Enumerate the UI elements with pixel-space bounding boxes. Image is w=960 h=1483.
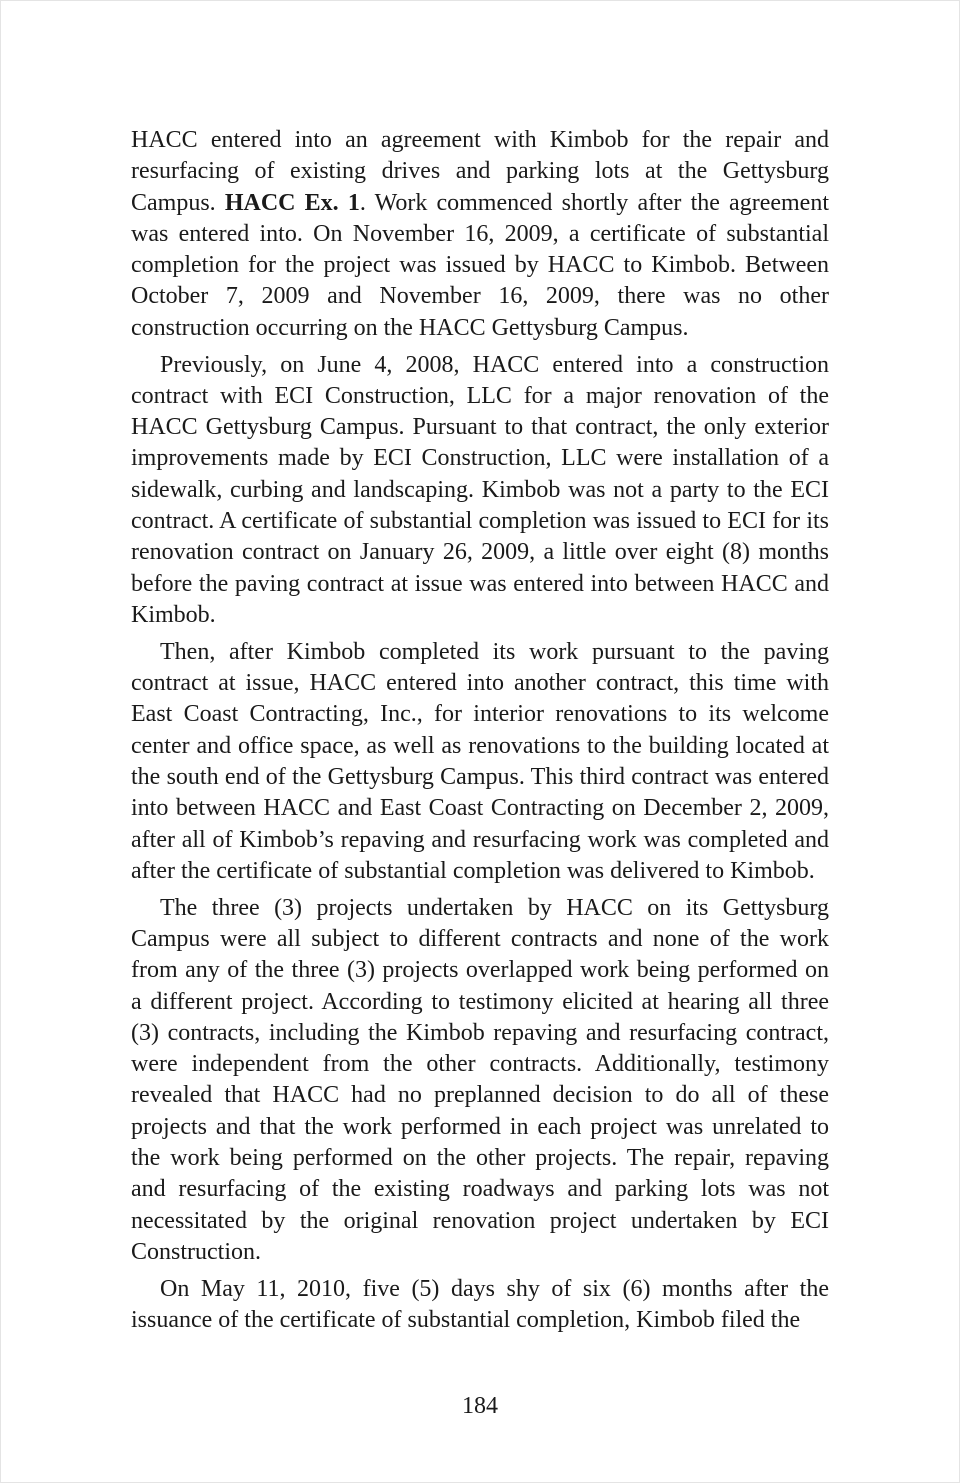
exhibit-reference: HACC Ex. 1 [224, 189, 360, 216]
paragraph-2: Previously, on June 4, 2008, HACC entered into a construction contract with ECI Construction, LLC for a major renovation of the HACC Gettysburg Campus. Pursuant to that contract, the only exterior improvements made by ECI Construction, LLC were installation of a sidewalk, curbing and landscaping. Kimbob was not a party to the ECI contract. A certificate of substantial completion was issued to ECI for its renovation contract on January 26, 2009, a little over eight (8) months before the paving contract at issue was entered into between HACC and Kimbob. [131, 351, 829, 628]
body-text [131, 125, 829, 1342]
paragraph-1-rest: . Work commenced shortly after the agreement was entered into. On November 16, 2009, a certificate of substantial completion for the project was issued by HACC to Kimbob. Between October 7, 2009 and November 16, 2009, there was no other construction occurring on the HACC Gettysburg Campus. [131, 189, 829, 341]
paragraph-4: The three (3) projects undertaken by HACC on its Gettysburg Campus were all subject to different contracts and none of the work from any of the three (3) projects overlapped work being performed on a different project. According to testimony elicited at hearing all three (3) contracts, including the Kimbob repaving and resurfacing contract, were independent from the other contracts. Additionally, testimony revealed that HACC had no preplanned decision to do all of these projects and that the work performed in each project was unrelated to the work being performed on the other projects. The repair, repaving and resurfacing of the existing roadways and parking lots was not necessitated by the original renovation project undertaken by ECI Construction. [131, 894, 829, 1265]
paragraph-1 [131, 125, 829, 344]
page-number: 184 [462, 1393, 498, 1419]
paragraph-5: On May 11, 2010, five (5) days shy of six (6) months after the issuance of the certificate of substantial completion, Kimbob filed the [131, 1275, 829, 1333]
paragraph-3: Then, after Kimbob completed its work pursuant to the paving contract at issue, HACC entered into another contract, this time with East Coast Contracting, Inc., for interior renovations to its welcome center and office space, as well as renovations to the building located at the south end of the Gettysburg Campus. This third contract was entered into between HACC and East Coast Contracting on December 2, 2009, after all of Kimbob’s repaving and resurfacing work was completed and after the certificate of substantial completion was delivered to Kimbob. [131, 638, 829, 884]
paragraph-1-lead: HACC entered into an agreement with Kimbob for the repair and resurfacing of existing drives and parking lots at the Gettysburg Campus. [131, 127, 829, 216]
